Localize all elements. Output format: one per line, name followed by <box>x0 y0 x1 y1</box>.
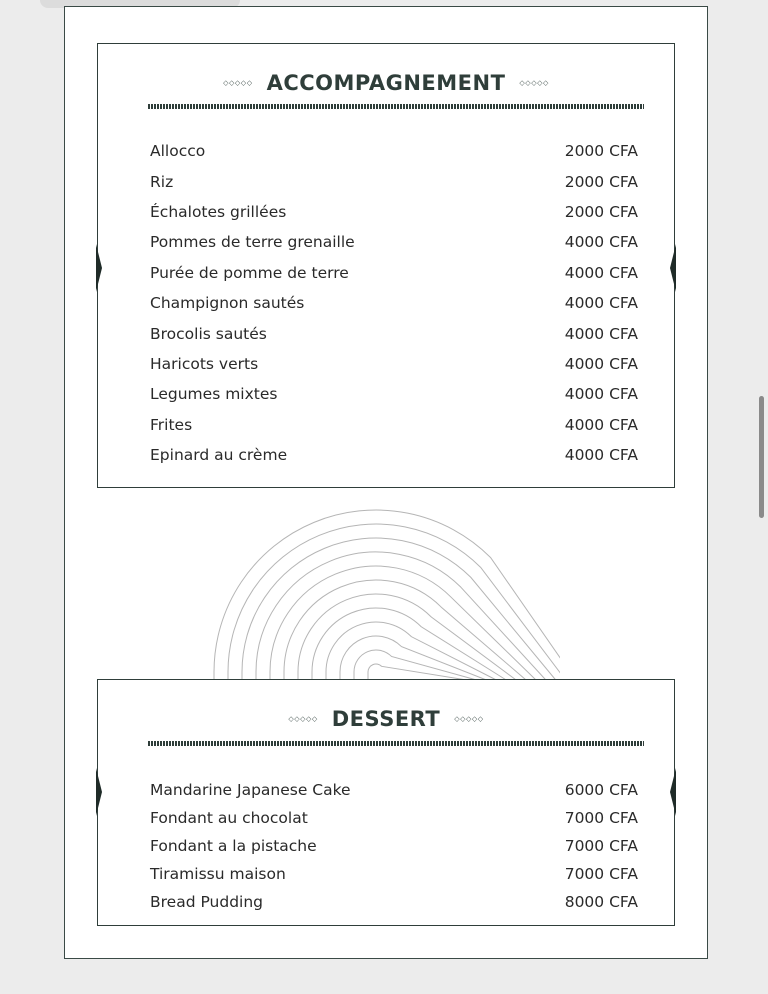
item-name: Brocolis sautés <box>150 324 267 343</box>
dotted-divider <box>148 741 644 746</box>
item-price: 7000 CFA <box>564 865 638 883</box>
item-price: 2000 CFA <box>564 172 638 191</box>
menu-item <box>150 888 638 916</box>
menu-item <box>150 832 638 860</box>
diamond-ornament-left: ◇◇◇◇◇ <box>288 715 318 723</box>
diamond-ornament-right: ◇◇◇◇◇ <box>519 79 549 87</box>
item-name: Mandarine Japanese Cake <box>150 781 351 799</box>
menu-item <box>150 776 638 804</box>
item-price: 4000 CFA <box>564 233 638 252</box>
item-price: 4000 CFA <box>564 415 638 434</box>
arch-line <box>298 594 516 680</box>
item-price: 2000 CFA <box>564 142 638 161</box>
section-title: ACCOMPAGNEMENT <box>266 71 506 95</box>
diamond-ornament-left: ◇◇◇◇◇ <box>223 79 253 87</box>
item-price: 4000 CFA <box>564 354 638 373</box>
menu-item <box>150 197 638 227</box>
menu-item <box>150 136 638 166</box>
menu-item <box>150 804 638 832</box>
item-name: Riz <box>150 172 174 191</box>
menu-item <box>150 288 638 318</box>
item-name: Allocco <box>150 142 206 161</box>
item-price: 4000 CFA <box>564 263 638 282</box>
diamond-ornament-right: ◇◇◇◇◇ <box>454 715 484 723</box>
left-notch-ornament <box>96 244 102 292</box>
left-notch-ornament <box>96 768 102 816</box>
item-name: Bread Pudding <box>150 893 264 911</box>
menu-item <box>150 379 638 409</box>
scrollbar-thumb[interactable] <box>759 396 764 518</box>
item-name: Purée de pomme de terre <box>150 263 349 282</box>
dessert-list <box>150 776 638 916</box>
item-name: Pommes de terre grenaille <box>150 233 355 252</box>
accompagnement-list <box>150 136 638 470</box>
menu-item <box>150 258 638 288</box>
item-price: 8000 CFA <box>564 893 638 911</box>
section-header <box>98 704 674 734</box>
menu-item <box>150 227 638 257</box>
item-name: Tiramissu maison <box>150 865 286 883</box>
item-price: 2000 CFA <box>564 202 638 221</box>
menu-item <box>150 318 638 348</box>
menu-item <box>150 349 638 379</box>
dessert-section <box>97 679 675 926</box>
arch-line <box>270 566 536 680</box>
right-notch-ornament <box>670 768 676 816</box>
item-price: 4000 CFA <box>564 385 638 404</box>
item-name: Fondant a la pistache <box>150 837 317 855</box>
item-name: Frites <box>150 415 193 434</box>
item-name: Champignon sautés <box>150 294 305 313</box>
menu-item <box>150 440 638 470</box>
section-title: DESSERT <box>331 707 441 731</box>
item-price: 7000 CFA <box>564 809 638 827</box>
arch-line <box>312 608 506 680</box>
accompagnement-section <box>97 43 675 488</box>
menu-item <box>150 166 638 196</box>
right-notch-ornament <box>670 244 676 292</box>
item-name: Fondant au chocolat <box>150 809 308 827</box>
item-price: 4000 CFA <box>564 294 638 313</box>
item-price: 7000 CFA <box>564 837 638 855</box>
item-name: Échalotes grillées <box>150 202 287 221</box>
item-name: Epinard au crème <box>150 446 288 465</box>
arch-line <box>340 636 486 680</box>
decorative-arch-graphic <box>200 500 560 682</box>
dotted-divider <box>148 104 644 109</box>
menu-item <box>150 860 638 888</box>
menu-item <box>150 410 638 440</box>
item-price: 4000 CFA <box>564 446 638 465</box>
item-name: Legumes mixtes <box>150 385 278 404</box>
item-name: Haricots verts <box>150 354 259 373</box>
arch-line <box>228 524 560 680</box>
section-header <box>98 68 674 98</box>
arch-line <box>284 580 526 680</box>
item-price: 6000 CFA <box>564 781 638 799</box>
item-price: 4000 CFA <box>564 324 638 343</box>
